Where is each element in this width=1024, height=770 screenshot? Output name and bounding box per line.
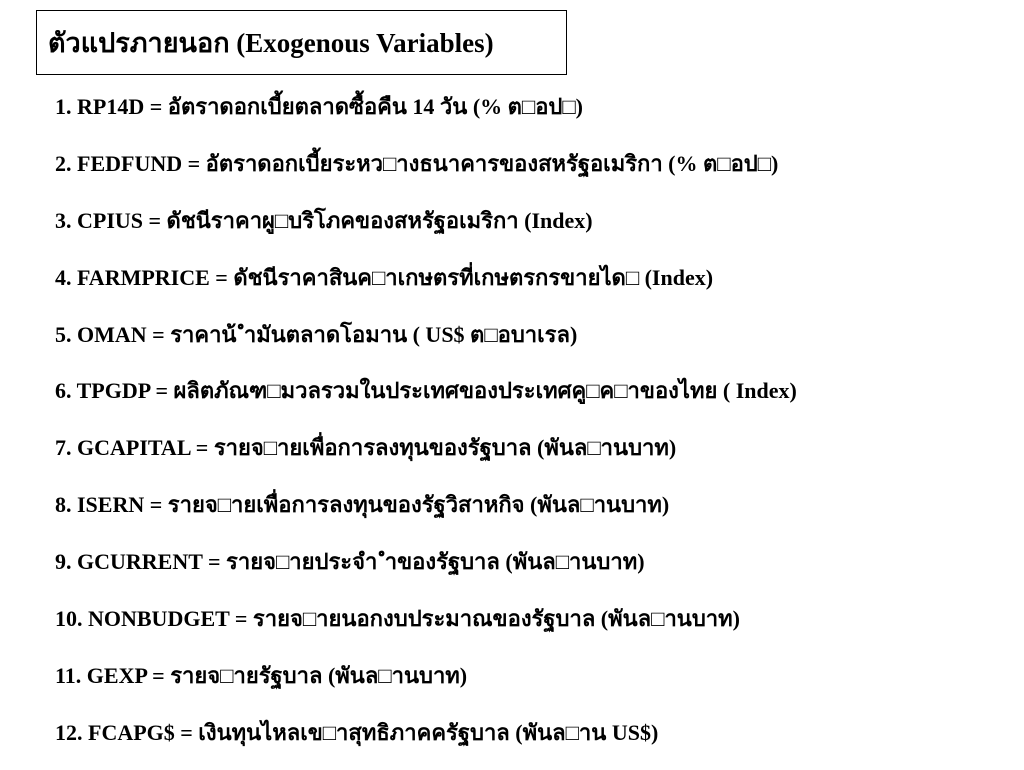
variable-item-3: 3. CPIUS = ดัชนีราคาผู□บริโภคของสหรัฐอเมริกา (Index) <box>55 207 593 233</box>
variable-item-7: 7. GCAPITAL = รายจ□ายเพื่อการลงทุนของรัฐบาล (พันล□านบาท) <box>55 435 677 461</box>
variable-item-12: 12. FCAPG$ = เงินทุนไหลเข□าสุทธิภาคครัฐบาล (พันล□าน US$) <box>55 719 659 745</box>
variable-item-10: 10. NONBUDGET = รายจ□ายนอกงบประมาณของรัฐบาล (พันล□านบาท) <box>55 606 740 632</box>
variable-list <box>55 87 797 770</box>
variable-item-2: 2. FEDFUND = อัตราดอกเบี้ยระหว□างธนาคารของสหรัฐอเมริกา (% ต□อป□) <box>55 150 779 176</box>
page-title: ตัวแปรภายนอก (Exogenous Variables) <box>48 28 494 58</box>
variable-item-6: 6. TPGDP = ผลิตภัณฑ□มวลรวมในประเทศของประเทศคู□ค□าของไทย ( Index) <box>55 378 797 404</box>
variable-item-1: 1. RP14D = อัตราดอกเบี้ยตลาดซื้อคืน 14 วัน (% ต□อป□) <box>55 94 584 119</box>
variable-item-9: 9. GCURRENT = รายจ□ายประจำ ำของรัฐบาล (พันล□านบาท) <box>55 549 645 575</box>
variable-item-11: 11. GEXP = รายจ□ายรัฐบาล (พันล□านบาท) <box>55 662 468 688</box>
variable-item-4: 4. FARMPRICE = ดัชนีราคาสินค□าเกษตรที่เกษตรกรขายได□ (Index) <box>55 264 714 290</box>
variable-item-8: 8. ISERN = รายจ□ายเพื่อการลงทุนของรัฐวิสาหกิจ (พันล□านบาท) <box>55 492 670 518</box>
title-box <box>36 10 567 75</box>
variable-item-5: 5. OMAN = ราคาน้ ำมันตลาดโอมาน ( US$ ต□อบาเรล) <box>55 321 578 347</box>
